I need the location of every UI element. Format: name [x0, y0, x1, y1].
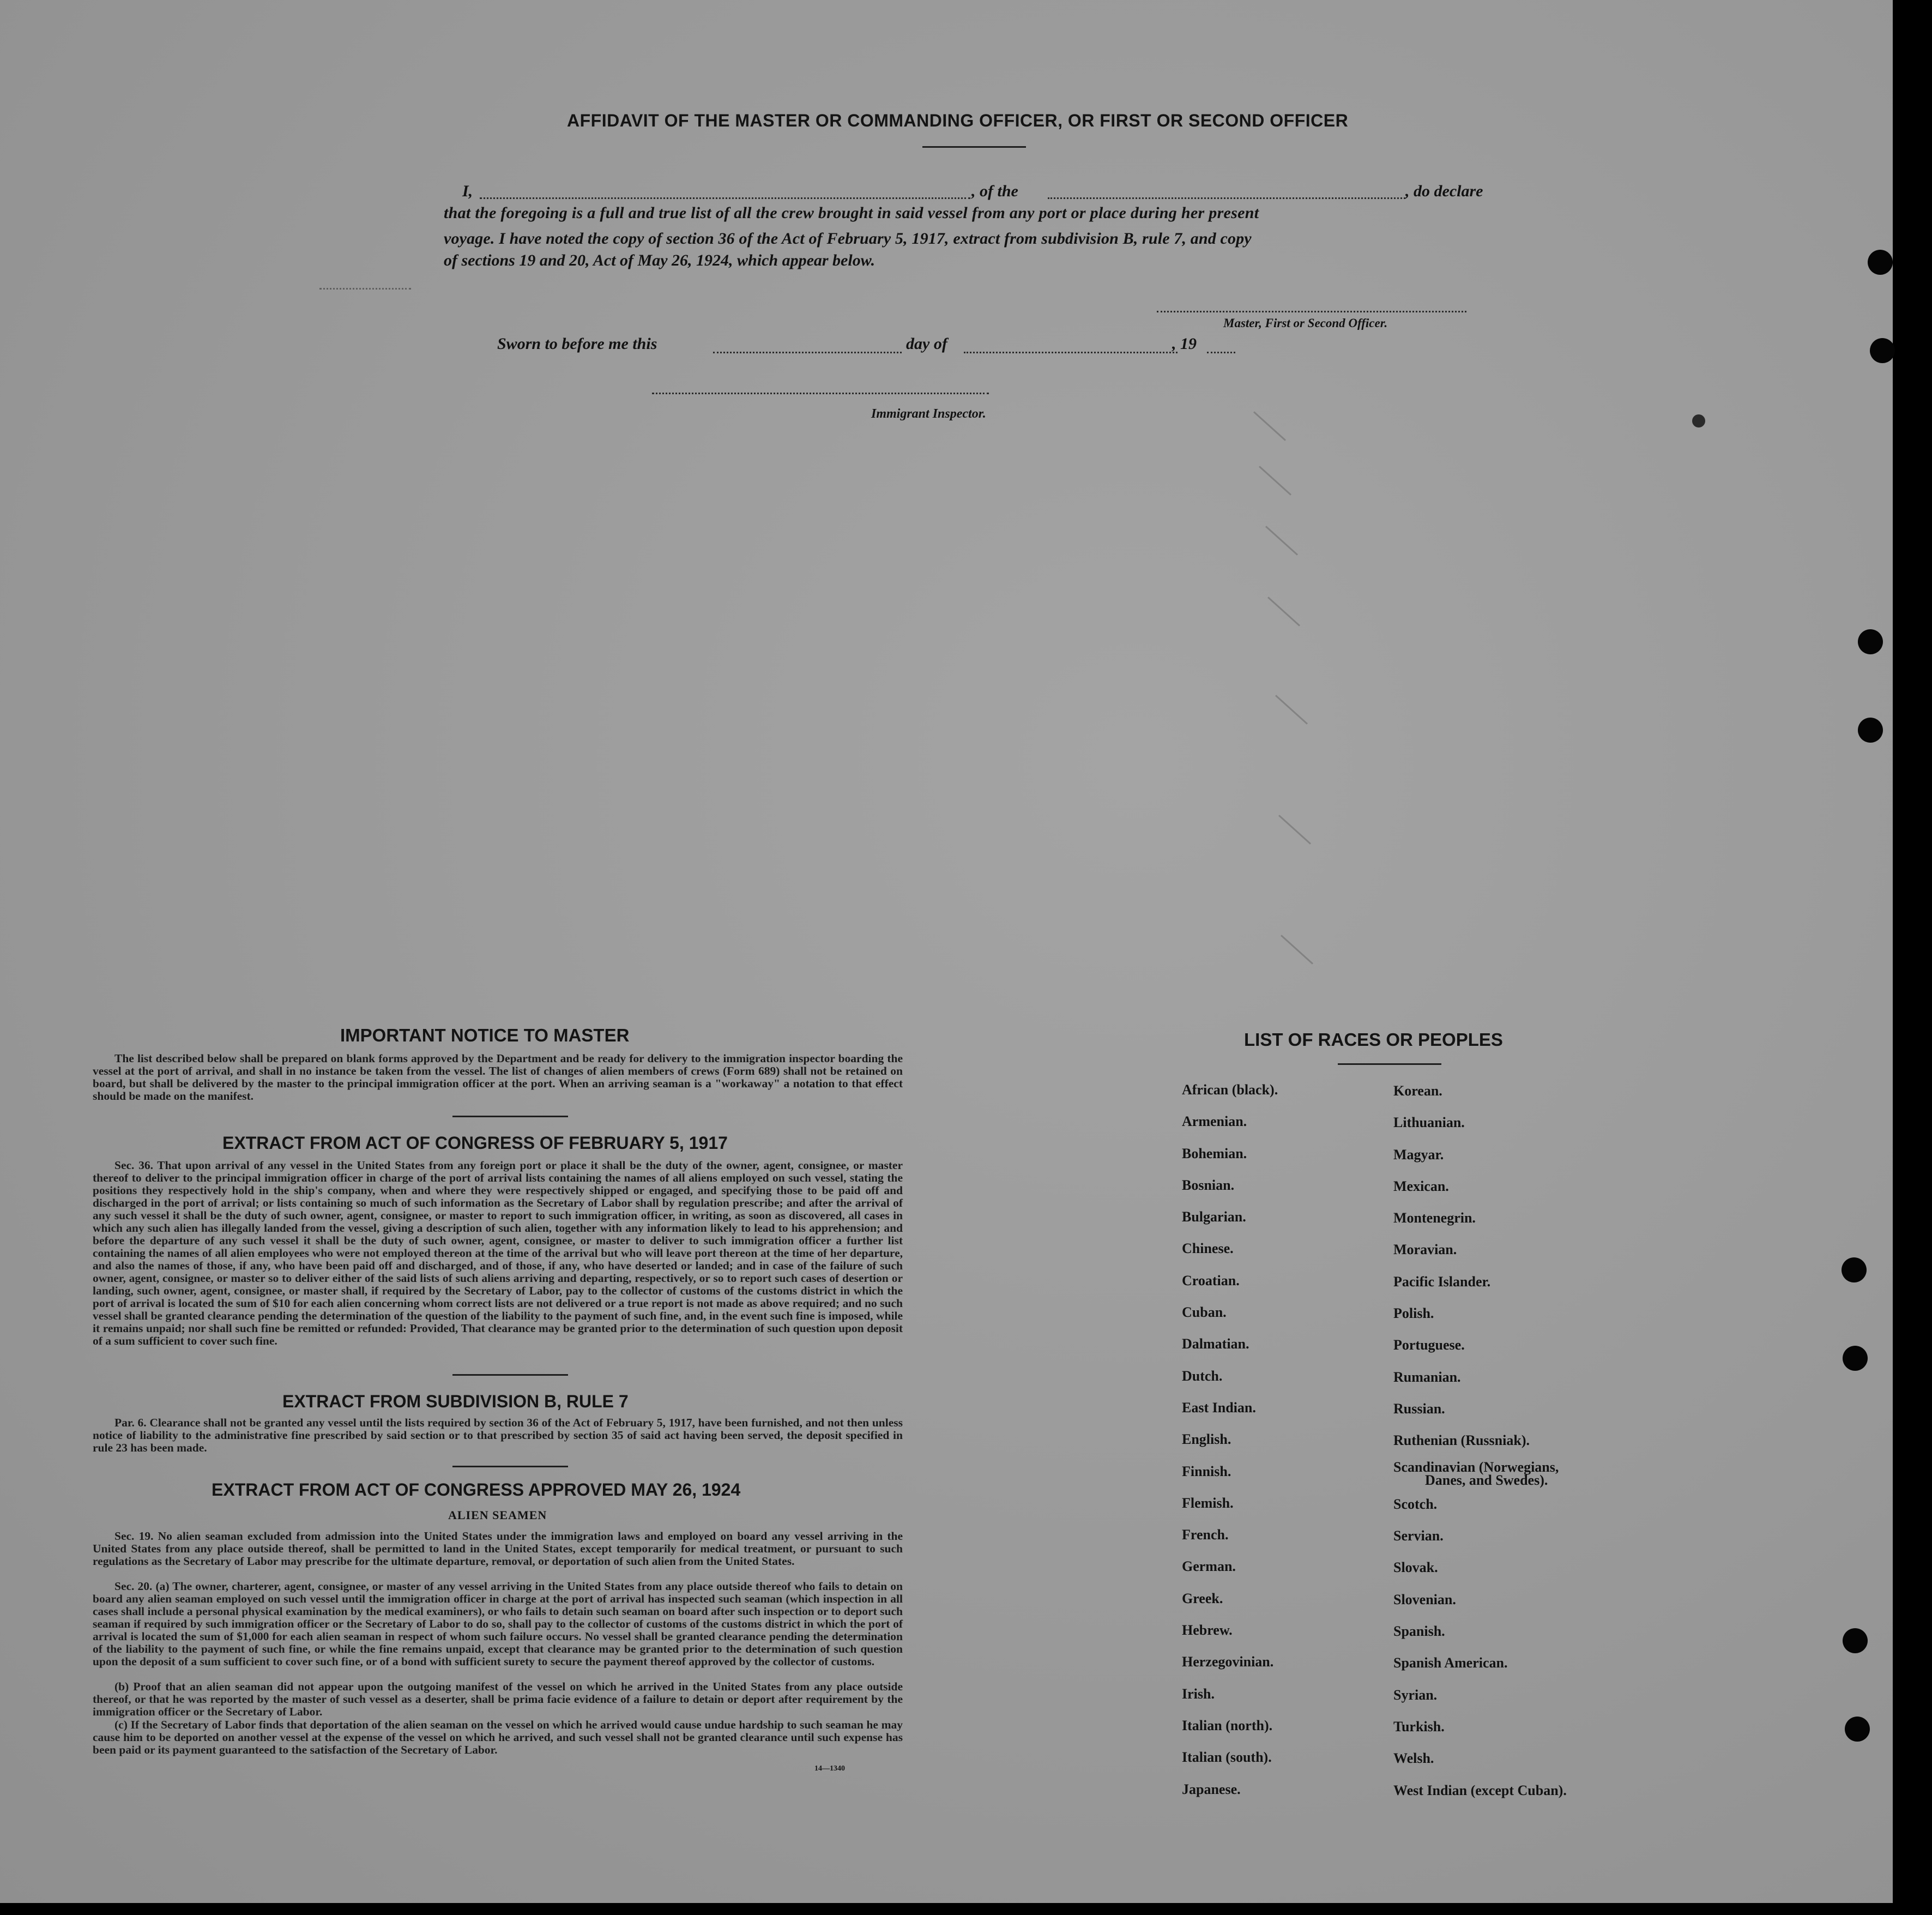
punch-hole — [1858, 629, 1883, 654]
name-blank — [480, 197, 970, 199]
inspector-line — [652, 393, 989, 394]
margin-mark — [319, 288, 411, 290]
race-item: Ruthenian (Russniak). — [1393, 1432, 1530, 1449]
race-item: Rumanian. — [1393, 1369, 1461, 1385]
extract-1917-title: EXTRACT FROM ACT OF CONGRESS OF FEBRUARY 5, 1917 — [222, 1133, 728, 1153]
punch-hole — [1842, 1257, 1867, 1282]
sec-20b-text: (b) Proof that an alien seaman did not appear upon the outgoing manifest of the vessel on which he arrived in the United States from any place outside thereof, or that he was reported by the master of such vessel as a deserter, shall be prima facie evidence of a failure to detain or deport after requirement by the immigration officer or the Secretary of Labor. — [93, 1680, 903, 1718]
race-item: Chinese. — [1182, 1240, 1234, 1257]
title-rule — [922, 146, 1026, 148]
race-item: Russian. — [1393, 1400, 1445, 1417]
pen-stroke — [1259, 466, 1291, 495]
punch-hole — [1870, 338, 1895, 363]
race-item: Slovenian. — [1393, 1591, 1456, 1607]
year-text: , 19 — [1172, 335, 1197, 353]
sworn-text: Sworn to before me this — [497, 335, 657, 353]
race-item: Croatian. — [1182, 1272, 1240, 1288]
sworn-month-blank — [964, 352, 1178, 353]
affidavit-line-4: of sections 19 and 20, Act of May 26, 1924, which appear below. — [444, 251, 876, 269]
pen-stroke — [1253, 411, 1286, 441]
affidavit-of-the: , of the — [971, 182, 1018, 200]
notice-title: IMPORTANT NOTICE TO MASTER — [340, 1025, 630, 1045]
affidavit-i: I, — [462, 182, 473, 200]
race-item: Portuguese. — [1393, 1337, 1465, 1353]
races-title: LIST OF RACES OR PEOPLES — [1244, 1029, 1503, 1050]
race-item: Scandinavian (Norwegians, — [1393, 1459, 1559, 1475]
section-rule — [452, 1374, 568, 1376]
race-item: Magyar. — [1393, 1146, 1444, 1163]
punch-hole — [1843, 1628, 1868, 1653]
race-item: Hebrew. — [1182, 1622, 1233, 1639]
rule7-title: EXTRACT FROM SUBDIVISION B, RULE 7 — [282, 1392, 629, 1411]
race-item: Servian. — [1393, 1528, 1444, 1544]
race-item: German. — [1182, 1558, 1236, 1575]
sec-19-text: Sec. 19. No alien seaman excluded from admission into the United States under the immigration laws and employed on board any vessel arriving in the United States from any place outside thereof, shall be permitted to land in the United States, except temporarily for medical treatment, or pursuant to such regulations as the Secretary of Labor may prescribe for the ultimate departure, removal, or deportation of such alien from the United States. — [93, 1529, 903, 1568]
race-item: Dalmatian. — [1182, 1336, 1249, 1352]
race-item: Bosnian. — [1182, 1177, 1235, 1193]
race-item: Armenian. — [1182, 1113, 1247, 1130]
race-item: Syrian. — [1393, 1687, 1438, 1703]
inspector-caption: Immigrant Inspector. — [871, 407, 986, 421]
race-item: Irish. — [1182, 1685, 1215, 1702]
pen-stroke — [1275, 695, 1308, 724]
alien-seamen-subtitle: ALIEN SEAMEN — [448, 1508, 547, 1522]
race-item: Spanish. — [1393, 1623, 1445, 1640]
race-item-continuation: Danes, and Swedes). — [1425, 1472, 1548, 1488]
race-item: Italian (south). — [1182, 1749, 1272, 1766]
signature-line — [1157, 311, 1466, 312]
race-item: Dutch. — [1182, 1368, 1223, 1384]
race-item: Greek. — [1182, 1590, 1223, 1606]
race-item: Slovak. — [1393, 1559, 1438, 1576]
race-item: Lithuanian. — [1393, 1115, 1465, 1131]
affidavit-line-2: that the foregoing is a full and true list of all the crew brought in said vessel from any port or place during her present — [444, 204, 1259, 222]
race-item: Mexican. — [1393, 1178, 1449, 1194]
race-item: West Indian (except Cuban). — [1393, 1782, 1567, 1798]
section-rule — [452, 1466, 568, 1467]
pen-stroke — [1281, 935, 1313, 964]
vessel-blank — [1048, 197, 1405, 199]
pen-stroke — [1265, 526, 1298, 555]
affidavit-title: AFFIDAVIT OF THE MASTER OR COMMANDING OFFICER, OR FIRST OR SECOND OFFICER — [567, 111, 1349, 130]
races-left-column — [1182, 1082, 1278, 1813]
section-rule — [452, 1116, 568, 1117]
race-item: Korean. — [1393, 1083, 1442, 1099]
pen-stroke — [1278, 815, 1311, 844]
race-item: African (black). — [1182, 1082, 1278, 1098]
punch-hole — [1692, 414, 1705, 427]
race-item: Turkish. — [1393, 1718, 1445, 1735]
race-item: Cuban. — [1182, 1304, 1227, 1321]
sworn-day-blank — [713, 352, 902, 353]
sec-36-text: Sec. 36. That upon arrival of any vessel in the United States from any foreign port or place it shall be the duty of the owner, agent, consignee, or master thereof to deliver to the principal immigration officer in charge of the port of arrival lists containing the names of all aliens employed on such vessel, stating the positions they respectively hold in the ship's company, when and where they were respectively shipped or engaged, and specifying those to be paid off and discharged in the port of arrival; or lists containing so much of such information as the Secretary of Labor shall by regulation prescribe; and after the arrival of any such vessel it shall be the duty of such owner, agent, consignee, or master to report to such immigration officer, in writing, as soon as discovered, all cases in which any such alien has illegally landed from the vessel, giving a description of such alien, together with any information likely to lead to his apprehension; and before the departure of any such vessel it shall be the duty of such owner, agent, consignee, or master to deliver to such immigration officer a further list containing the names of all alien employees who were not employed thereon at the time of the arrival but who will leave port thereon at the time of her departure, and also the names of those, if any, who have been paid off and discharged, and of those, if any, who have deserted or landed; and in case of the failure of such owner, agent, consignee, or master so to deliver either of the said lists of such aliens arriving and departing, respectively, or so to report such cases of desertion or landing, such owner, agent, consignee, or master shall, if required by the Secretary of Labor, pay to the collector of customs of the customs district in which the port of arrival is located the sum of $10 for each alien concerning whom correct lists are not delivered or a true report is not made as above required; and no such vessel shall be granted clearance pending the determination of the question of the liability to the payment of such fine, and, in the event such fine is imposed, while it remains unpaid; nor shall such fine be remitted or refunded: Provided, That clearance may be granted prior to the determination of such question upon deposit of a sum sufficient to cover such fine. — [93, 1159, 903, 1347]
race-item: Polish. — [1393, 1305, 1434, 1322]
affidavit-line-3: voyage. I have noted the copy of section 36 of the Act of February 5, 1917, extract from subdivision B, rule 7, and copy — [444, 230, 1252, 248]
rule7-text: Par. 6. Clearance shall not be granted any vessel until the lists required by section 36 of the Act of February 5, 1917, have been furnished, and not then unless notice of liability to the administrative fine prescribed by said section or to that prescribed by section 35 of said act having been served, the deposit specified in rule 23 has been made. — [93, 1416, 903, 1454]
races-rule — [1338, 1063, 1441, 1065]
race-item: Scotch. — [1393, 1496, 1438, 1512]
race-item: Montenegrin. — [1393, 1210, 1476, 1226]
punch-hole — [1858, 718, 1883, 743]
race-item: Spanish American. — [1393, 1655, 1508, 1671]
year-blank — [1207, 352, 1235, 353]
punch-hole — [1845, 1717, 1870, 1742]
race-item: English. — [1182, 1431, 1231, 1448]
sec-20a-text: Sec. 20. (a) The owner, charterer, agent, consignee, or master of any vessel arriving in the United States from any place outside thereof who fails to detain on board any alien seaman employed on such vessel until the immigration officer in charge at the port of arrival has inspected such seaman (which inspection in all cases shall include a personal physical examination by the medical examiners), or who fails to detain such seaman on board after such inspection or to deport such seaman if required by such immigration officer or the Secretary of Labor to do so, shall pay to the collector of customs of the customs district in which the port of arrival is located the sum of $1,000 for each alien seaman in respect of whom such failure occurs. No vessel shall be granted clearance pending the determination of the liability to the payment of such fine, or while the fine remains unpaid, except that clearance may be granted prior to the determination of such question upon the deposit of a sum sufficient to cover such fine, or of a bond with sufficient surety to secure the payment thereof approved by the collector of customs. — [93, 1580, 903, 1668]
race-item: Flemish. — [1182, 1495, 1234, 1511]
races-right-column — [1393, 1083, 1567, 1814]
form-number: 14—1340 — [814, 1765, 845, 1773]
pen-stroke — [1267, 597, 1300, 626]
race-item: Herzegovinian. — [1182, 1654, 1274, 1670]
notice-text: The list described below shall be prepared on blank forms approved by the Department and be ready for delivery to the immigration inspector boarding the vessel at the port of arrival, and shall in no instance be taken from the vessel. The list of changes of alien members of crews (Form 689) shall not be retained on board, but shall be delivered by the master to the principal immigration officer at the port. When an arriving seaman is a "workaway" a notation to that effect should be made on the manifest. — [93, 1052, 903, 1103]
punch-hole — [1868, 250, 1893, 275]
race-item: Finnish. — [1182, 1463, 1231, 1479]
signature-caption: Master, First or Second Officer. — [1223, 316, 1388, 330]
punch-hole — [1843, 1346, 1868, 1371]
race-item: Italian (north). — [1182, 1717, 1273, 1733]
race-item: East Indian. — [1182, 1399, 1256, 1416]
race-item: Bohemian. — [1182, 1145, 1247, 1161]
affidavit-do-declare: , do declare — [1405, 182, 1483, 200]
sec-20c-text: (c) If the Secretary of Labor finds that deportation of the alien seaman on the vessel on which he arrived would cause undue hardship to such seaman he may cause him to be deported on another vessel at the expense of the vessel on which he arrived, and such vessel shall not be granted clearance until such expense has been paid or its payment guaranteed to the satisfaction of the Secretary of Labor. — [93, 1718, 903, 1756]
race-item: Bulgarian. — [1182, 1209, 1246, 1225]
race-item: French. — [1182, 1527, 1229, 1543]
extract-1924-title: EXTRACT FROM ACT OF CONGRESS APPROVED MAY 26, 1924 — [212, 1480, 741, 1500]
race-item: Welsh. — [1393, 1750, 1434, 1767]
day-of-text: day of — [906, 335, 947, 353]
race-item: Pacific Islander. — [1393, 1273, 1491, 1290]
race-item: Moravian. — [1393, 1242, 1457, 1258]
race-item: Japanese. — [1182, 1781, 1241, 1797]
